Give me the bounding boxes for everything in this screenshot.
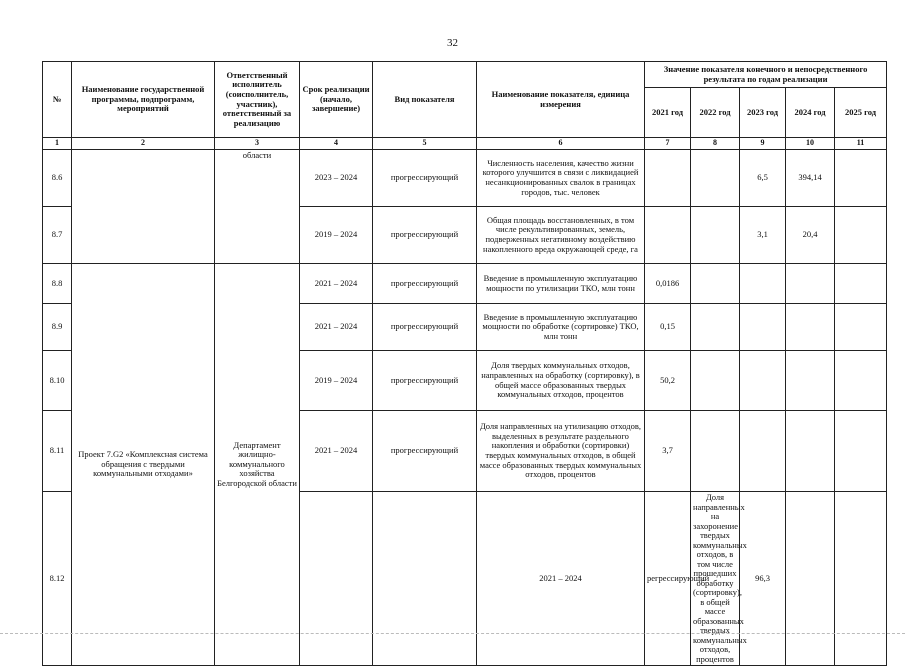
row-indicator: Доля твердых коммунальных отходов, направленных на обработку (сортировку), в общей массе образованных твердых коммунальных отходов, процентов <box>477 351 645 411</box>
row-value-2025 <box>835 207 887 264</box>
table-row <box>43 264 887 304</box>
column-number: 8 <box>691 138 740 150</box>
header-indicator: Наименование показателя, единица измерения <box>477 62 645 138</box>
row-period: 2023 – 2024 <box>300 150 373 207</box>
column-number: 2 <box>72 138 215 150</box>
row-period: 2021 – 2024 <box>477 492 645 666</box>
row-value-2022 <box>691 351 740 411</box>
row-value-2025 <box>835 411 887 492</box>
row-indicator: Введение в промышленную эксплуатацию мощности по утилизации ТКО, млн тонн <box>477 264 645 304</box>
row-num: 8.12 <box>43 492 72 666</box>
row-value-2021: 50,2 <box>645 351 691 411</box>
header-values-group: Значение показателя конечного и непосредственного результата по годам реализации <box>645 62 887 88</box>
row-value-2024 <box>786 411 835 492</box>
row-indicator: Численность населения, качество жизни которого улучшится в связи с ликвидацией несанкционированных свалок в границах городов, тыс. человек <box>477 150 645 207</box>
program-cell-empty <box>300 492 373 666</box>
row-value-2021 <box>645 207 691 264</box>
row-num: 8.7 <box>43 207 72 264</box>
header-year-2023: 2023 год <box>740 88 786 138</box>
header-num: № <box>43 62 72 138</box>
row-value-2024 <box>786 351 835 411</box>
row-type: прогрессирующий <box>373 207 477 264</box>
column-number: 6 <box>477 138 645 150</box>
column-number: 1 <box>43 138 72 150</box>
row-value-2022 <box>691 264 740 304</box>
column-numbers-row <box>43 138 887 150</box>
row-indicator: Доля направленных на захоронение твердых коммунальных отходов, в том числе прошедших обработку (сортировку), в общей массе образованных твердых коммунальных отходов, процентов <box>691 492 740 666</box>
row-value-2023 <box>835 492 887 666</box>
row-type: прогрессирующий <box>373 411 477 492</box>
row-value-2024: 20,4 <box>786 207 835 264</box>
header-year-2022: 2022 год <box>691 88 740 138</box>
row-value-2023 <box>740 351 786 411</box>
row-value-2022 <box>691 411 740 492</box>
header-program: Наименование государственной программы, подпрограмм, мероприятий <box>72 62 215 138</box>
header-year-2025: 2025 год <box>835 88 887 138</box>
header-year-2024: 2024 год <box>786 88 835 138</box>
row-value-2021 <box>645 150 691 207</box>
executor-cell-empty <box>373 492 477 666</box>
row-num: 8.9 <box>43 304 72 351</box>
header-period: Срок реализации (начало, завершение) <box>300 62 373 138</box>
row-value-2025 <box>835 150 887 207</box>
row-value-2024 <box>786 304 835 351</box>
row-value-2023: 3,1 <box>740 207 786 264</box>
row-value-2022 <box>691 304 740 351</box>
row-type: регрессирующий <box>645 492 691 666</box>
row-num: 8.6 <box>43 150 72 207</box>
row-value-2025 <box>835 351 887 411</box>
header-year-2021: 2021 год <box>645 88 691 138</box>
page-bottom-divider <box>0 633 905 635</box>
column-number: 4 <box>300 138 373 150</box>
row-num: 8.11 <box>43 411 72 492</box>
row-value-2025 <box>835 264 887 304</box>
row-value-2023 <box>740 264 786 304</box>
row-indicator: Доля направленных на утилизацию отходов, выделенных в результате раздельного накопления и обработки (сортировки) твердых коммунальных отходов, в общей массе образованных твердых коммунальных отходов, процентов <box>477 411 645 492</box>
column-number: 5 <box>373 138 477 150</box>
row-value-2023 <box>740 304 786 351</box>
executor-cell-group2: Департамент жилищно-коммунального хозяйства Белгородской области <box>215 264 300 666</box>
executor-cell-group1: области <box>215 150 300 264</box>
row-value-2021: 96,3 <box>740 492 786 666</box>
row-type: прогрессирующий <box>373 264 477 304</box>
table-row <box>43 150 887 207</box>
column-number: 7 <box>645 138 691 150</box>
row-period: 2021 – 2024 <box>300 304 373 351</box>
row-value-2021: 3,7 <box>645 411 691 492</box>
row-type: прогрессирующий <box>373 150 477 207</box>
page-number: 32 <box>447 37 458 49</box>
row-period: 2021 – 2024 <box>300 411 373 492</box>
row-value-2023: 6,5 <box>740 150 786 207</box>
row-type: прогрессирующий <box>373 304 477 351</box>
column-number: 11 <box>835 138 887 150</box>
program-cell-group2: Проект 7.G2 «Комплексная система обращения с твердыми коммунальными отходами» <box>72 264 215 666</box>
column-number: 10 <box>786 138 835 150</box>
column-number: 9 <box>740 138 786 150</box>
row-indicator: Общая площадь восстановленных, в том числе рекультивированных, земель, подверженных негативному воздействию накопленного вреда окружающей среде, га <box>477 207 645 264</box>
row-value-2022 <box>786 492 835 666</box>
row-value-2025 <box>835 304 887 351</box>
row-value-2022 <box>691 150 740 207</box>
header-executor: Ответственный исполнитель (соисполнитель, участник), ответственный за реализацию <box>215 62 300 138</box>
indicators-table <box>42 61 887 666</box>
row-value-2024: 394,14 <box>786 150 835 207</box>
row-type: прогрессирующий <box>373 351 477 411</box>
row-indicator: Введение в промышленную эксплуатацию мощности по обработке (сортировке) ТКО, млн тонн <box>477 304 645 351</box>
row-value-2021: 0,0186 <box>645 264 691 304</box>
row-value-2021: 0,15 <box>645 304 691 351</box>
row-period: 2019 – 2024 <box>300 207 373 264</box>
row-value-2023 <box>740 411 786 492</box>
row-num: 8.10 <box>43 351 72 411</box>
row-period: 2021 – 2024 <box>300 264 373 304</box>
program-cell-group1 <box>72 150 215 264</box>
header-type: Вид показателя <box>373 62 477 138</box>
row-value-2022 <box>691 207 740 264</box>
row-num: 8.8 <box>43 264 72 304</box>
row-value-2024 <box>786 264 835 304</box>
row-period: 2019 – 2024 <box>300 351 373 411</box>
column-number: 3 <box>215 138 300 150</box>
